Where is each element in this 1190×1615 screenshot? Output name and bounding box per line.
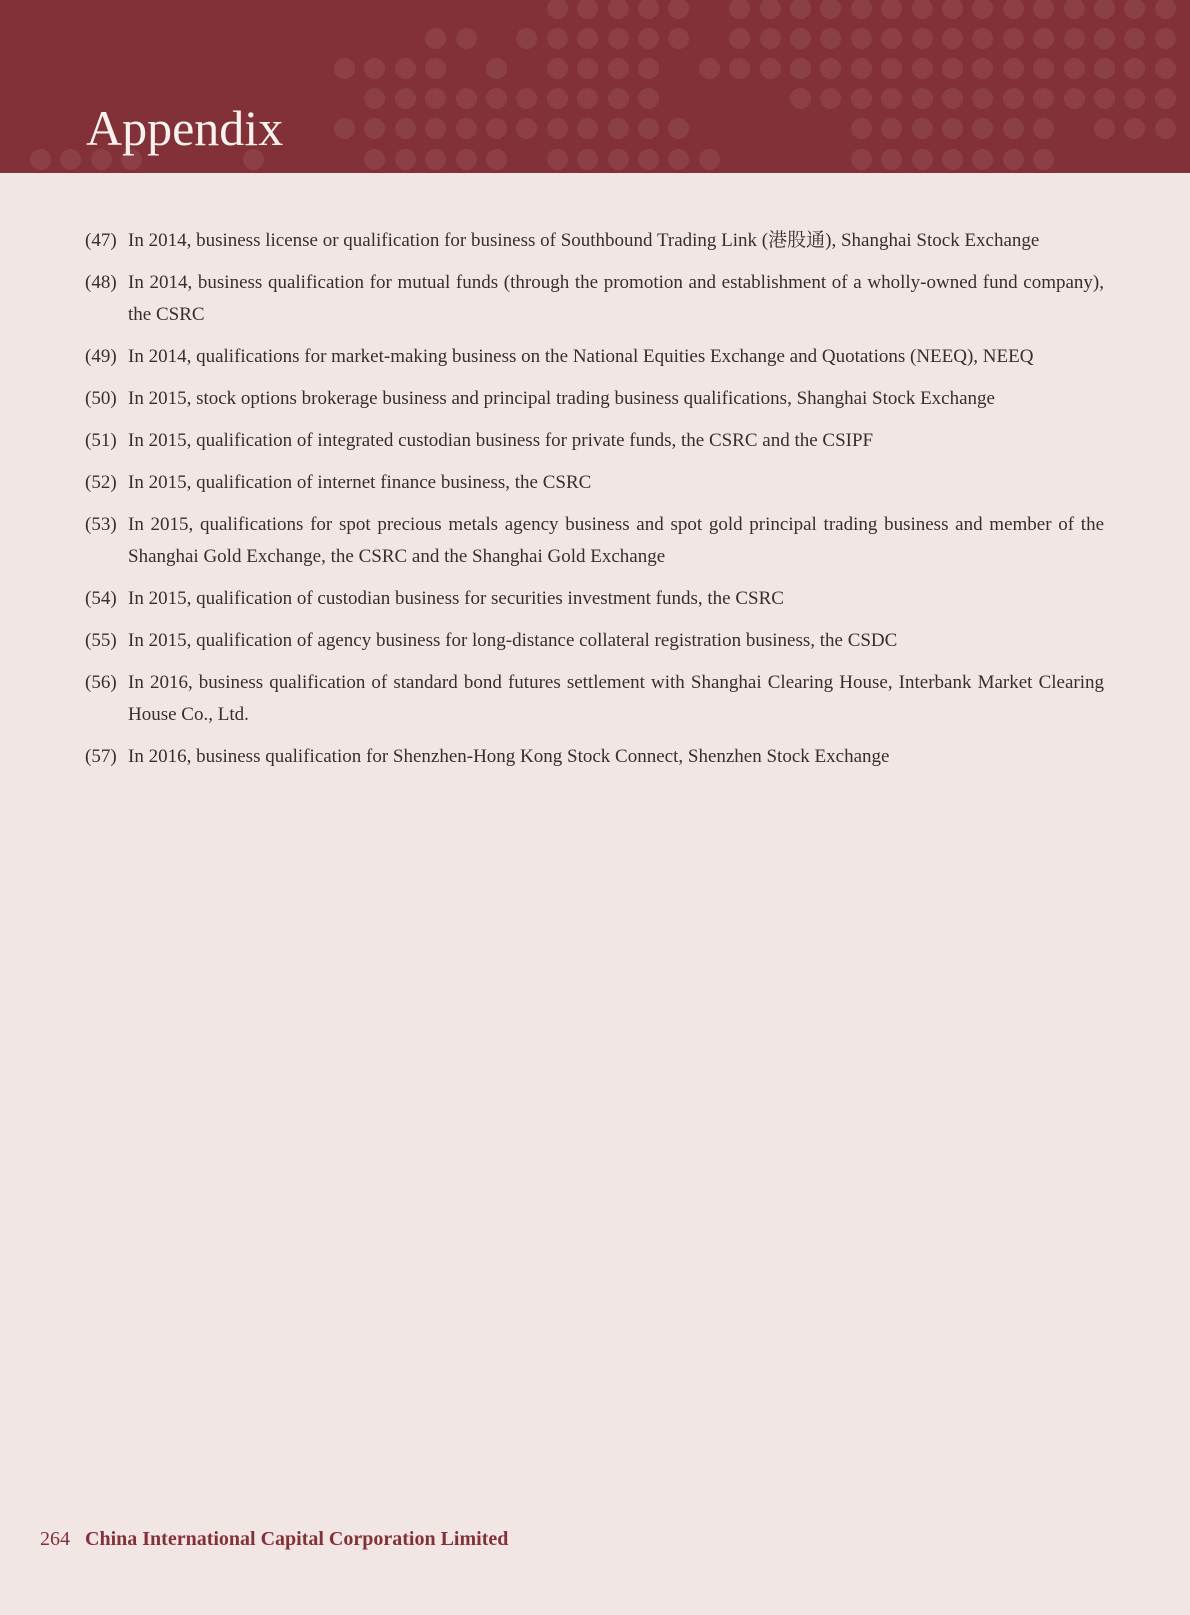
dot bbox=[60, 149, 81, 170]
dot bbox=[334, 118, 355, 139]
dot bbox=[456, 118, 477, 139]
item-number: (56) bbox=[85, 672, 117, 693]
dot bbox=[547, 149, 568, 170]
dot bbox=[486, 118, 507, 139]
page-title: Appendix bbox=[86, 100, 284, 156]
dot bbox=[851, 0, 872, 19]
dot bbox=[729, 28, 750, 49]
dot bbox=[912, 0, 933, 19]
list-item bbox=[85, 425, 1104, 457]
dot bbox=[1124, 58, 1145, 79]
list-item bbox=[85, 341, 1104, 373]
dot bbox=[547, 118, 568, 139]
dot bbox=[1033, 0, 1054, 19]
dot bbox=[1155, 0, 1176, 19]
list-item bbox=[85, 667, 1104, 731]
dot bbox=[577, 118, 598, 139]
dot bbox=[912, 58, 933, 79]
dot bbox=[790, 58, 811, 79]
dot bbox=[881, 0, 902, 19]
dot bbox=[638, 28, 659, 49]
dot bbox=[547, 0, 568, 19]
dot bbox=[547, 58, 568, 79]
dot bbox=[820, 88, 841, 109]
dot bbox=[1064, 58, 1085, 79]
dot bbox=[395, 149, 416, 170]
dot bbox=[364, 88, 385, 109]
dot bbox=[851, 118, 872, 139]
dot bbox=[851, 58, 872, 79]
dot bbox=[486, 88, 507, 109]
dot bbox=[425, 118, 446, 139]
dot bbox=[395, 118, 416, 139]
dot bbox=[547, 28, 568, 49]
dot bbox=[912, 88, 933, 109]
dot bbox=[972, 149, 993, 170]
item-number: (52) bbox=[85, 472, 117, 493]
dot bbox=[790, 88, 811, 109]
dot bbox=[486, 149, 507, 170]
item-number: (55) bbox=[85, 630, 117, 651]
dot bbox=[456, 28, 477, 49]
dot bbox=[1094, 0, 1115, 19]
dot bbox=[942, 118, 963, 139]
dot bbox=[668, 0, 689, 19]
dot bbox=[1003, 28, 1024, 49]
dot bbox=[851, 88, 872, 109]
item-text: In 2014, qualifications for market-making business on the National Equities Exchange and Quotations (NEEQ), NEEQ bbox=[128, 346, 1034, 367]
item-text: In 2015, qualifications for spot precious metals agency business and spot gold principal trading business and member of the Shanghai Gold Exchange, the CSRC and the Shanghai Gold Exchange bbox=[128, 514, 1104, 567]
dot bbox=[972, 0, 993, 19]
dot bbox=[577, 88, 598, 109]
dot bbox=[1003, 118, 1024, 139]
dot bbox=[516, 118, 537, 139]
list-item bbox=[85, 509, 1104, 573]
dot bbox=[851, 28, 872, 49]
dot bbox=[608, 149, 629, 170]
item-number: (53) bbox=[85, 514, 117, 535]
dot bbox=[972, 58, 993, 79]
dot bbox=[1124, 28, 1145, 49]
dot bbox=[851, 149, 872, 170]
dot bbox=[1124, 88, 1145, 109]
dot bbox=[364, 118, 385, 139]
dot bbox=[760, 0, 781, 19]
dot bbox=[668, 149, 689, 170]
dot bbox=[1003, 149, 1024, 170]
dot bbox=[577, 28, 598, 49]
list-item bbox=[85, 467, 1104, 499]
dot bbox=[942, 58, 963, 79]
dot bbox=[1064, 0, 1085, 19]
item-text: In 2016, business qualification of standard bond futures settlement with Shanghai Clearing House, Interbank Market Clearing House Co., Ltd. bbox=[128, 672, 1104, 725]
item-text: In 2016, business qualification for Shenzhen-Hong Kong Stock Connect, Shenzhen Stock Exchange bbox=[128, 746, 890, 767]
dot bbox=[760, 58, 781, 79]
dot bbox=[1033, 149, 1054, 170]
dot bbox=[577, 149, 598, 170]
dot bbox=[638, 58, 659, 79]
dot bbox=[760, 28, 781, 49]
dot bbox=[912, 28, 933, 49]
dot bbox=[1064, 88, 1085, 109]
appendix-list bbox=[0, 173, 1190, 783]
list-item bbox=[85, 625, 1104, 657]
list-item bbox=[85, 583, 1104, 615]
dot bbox=[912, 118, 933, 139]
dot bbox=[425, 28, 446, 49]
dot bbox=[364, 58, 385, 79]
dot bbox=[638, 149, 659, 170]
dot bbox=[820, 0, 841, 19]
dot bbox=[942, 28, 963, 49]
page-number: 264 bbox=[40, 1528, 70, 1550]
item-number: (54) bbox=[85, 588, 117, 609]
item-number: (51) bbox=[85, 430, 117, 451]
dot bbox=[881, 28, 902, 49]
dot bbox=[668, 118, 689, 139]
dot bbox=[486, 58, 507, 79]
dot bbox=[942, 0, 963, 19]
dot bbox=[1124, 118, 1145, 139]
dot bbox=[1033, 58, 1054, 79]
dot bbox=[638, 118, 659, 139]
dot bbox=[1094, 88, 1115, 109]
dot bbox=[942, 88, 963, 109]
dot bbox=[1124, 0, 1145, 19]
dot bbox=[1155, 88, 1176, 109]
dot bbox=[729, 0, 750, 19]
dot bbox=[456, 149, 477, 170]
dot bbox=[547, 88, 568, 109]
dot bbox=[395, 58, 416, 79]
dot bbox=[881, 118, 902, 139]
dot bbox=[608, 0, 629, 19]
dot bbox=[972, 88, 993, 109]
list-item bbox=[85, 741, 1104, 773]
dot bbox=[972, 28, 993, 49]
list-item bbox=[85, 225, 1104, 257]
dot bbox=[1033, 88, 1054, 109]
dot bbox=[1155, 28, 1176, 49]
dot bbox=[820, 28, 841, 49]
dot bbox=[1094, 58, 1115, 79]
dot bbox=[577, 58, 598, 79]
dot bbox=[334, 58, 355, 79]
dot bbox=[1155, 58, 1176, 79]
item-number: (47) bbox=[85, 230, 117, 251]
dot bbox=[638, 88, 659, 109]
item-text: In 2015, qualification of integrated custodian business for private funds, the CSRC and the CSIPF bbox=[128, 430, 874, 451]
dot bbox=[699, 58, 720, 79]
dot bbox=[972, 118, 993, 139]
dot bbox=[881, 58, 902, 79]
item-text: In 2014, business license or qualification for business of Southbound Trading Link (港股通), Shanghai Stock Exchange bbox=[128, 230, 1040, 251]
dot bbox=[699, 149, 720, 170]
dot bbox=[425, 58, 446, 79]
item-text: In 2015, qualification of agency business for long-distance collateral registration business, the CSDC bbox=[128, 630, 898, 651]
dot bbox=[425, 149, 446, 170]
dot bbox=[1094, 28, 1115, 49]
dot bbox=[790, 0, 811, 19]
dot bbox=[790, 28, 811, 49]
dot bbox=[456, 88, 477, 109]
dot bbox=[881, 149, 902, 170]
dot bbox=[364, 149, 385, 170]
item-number: (49) bbox=[85, 346, 117, 367]
dot bbox=[608, 58, 629, 79]
page-footer bbox=[40, 1527, 508, 1551]
item-text: In 2015, qualification of internet finance business, the CSRC bbox=[128, 472, 592, 493]
dot bbox=[1155, 118, 1176, 139]
dot bbox=[1033, 118, 1054, 139]
dot bbox=[1003, 58, 1024, 79]
item-text: In 2015, qualification of custodian business for securities investment funds, the CSRC bbox=[128, 588, 784, 609]
dot bbox=[1003, 88, 1024, 109]
item-number: (48) bbox=[85, 272, 117, 293]
dot bbox=[608, 28, 629, 49]
dot bbox=[942, 149, 963, 170]
dot bbox=[1094, 118, 1115, 139]
dot bbox=[638, 0, 659, 19]
item-number: (57) bbox=[85, 746, 117, 767]
dot bbox=[30, 149, 51, 170]
list-item bbox=[85, 267, 1104, 331]
dot bbox=[820, 58, 841, 79]
dot bbox=[1064, 28, 1085, 49]
item-number: (50) bbox=[85, 388, 117, 409]
dot bbox=[425, 88, 446, 109]
dot bbox=[516, 88, 537, 109]
dot bbox=[912, 149, 933, 170]
dot bbox=[1033, 28, 1054, 49]
list-item bbox=[85, 383, 1104, 415]
dot bbox=[577, 0, 598, 19]
company-name: China International Capital Corporation Limited bbox=[85, 1528, 509, 1550]
dot bbox=[516, 28, 537, 49]
dot bbox=[668, 28, 689, 49]
item-text: In 2014, business qualification for mutual funds (through the promotion and establishment of a wholly-owned fund company), the CSRC bbox=[128, 272, 1104, 325]
dot bbox=[1003, 0, 1024, 19]
dot bbox=[881, 88, 902, 109]
dot bbox=[395, 88, 416, 109]
dot bbox=[608, 88, 629, 109]
dot bbox=[608, 118, 629, 139]
dot bbox=[729, 58, 750, 79]
item-text: In 2015, stock options brokerage business and principal trading business qualifications, Shanghai Stock Exchange bbox=[128, 388, 995, 409]
header-banner bbox=[0, 0, 1190, 173]
